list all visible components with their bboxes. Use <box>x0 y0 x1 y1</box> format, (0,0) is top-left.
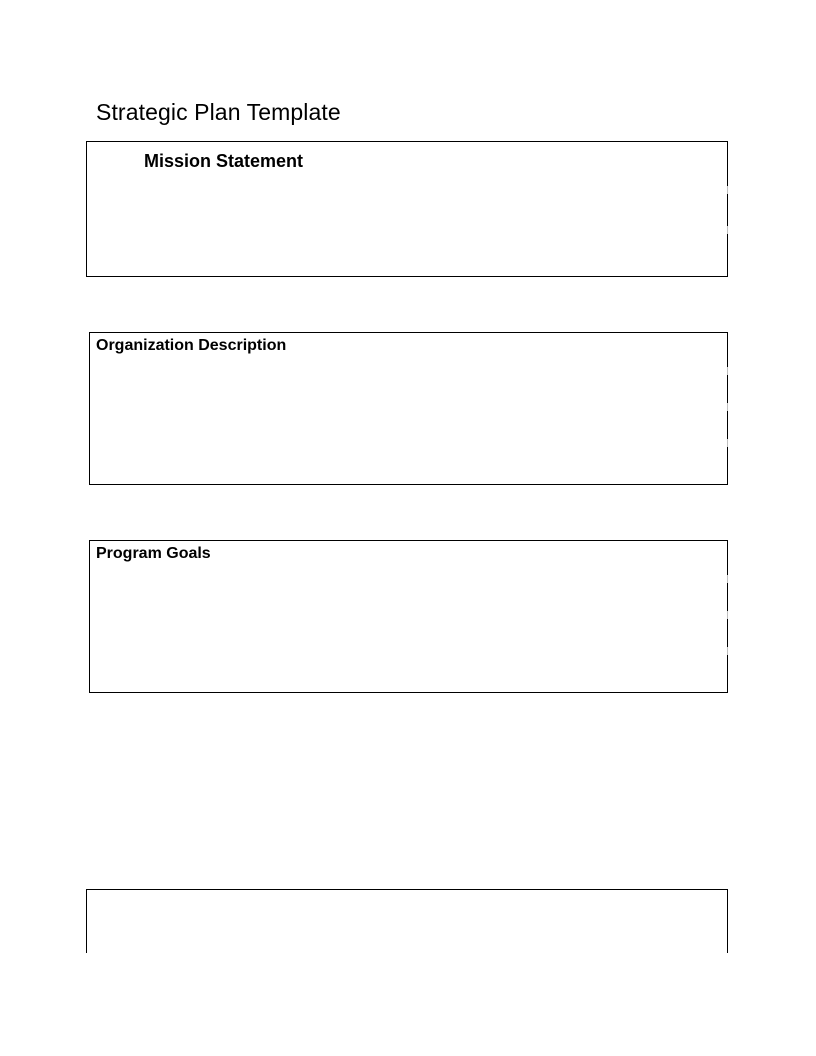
untitled-section-box[interactable] <box>86 889 728 953</box>
row-divider-mark <box>727 186 728 194</box>
mission-statement-box[interactable] <box>86 141 728 277</box>
program-goals-label: Program Goals <box>96 545 211 562</box>
row-divider-mark <box>727 403 728 411</box>
organization-description-box[interactable] <box>89 332 728 485</box>
row-divider-mark <box>727 575 728 583</box>
row-divider-mark <box>727 226 728 234</box>
row-divider-mark <box>727 367 728 375</box>
organization-description-label: Organization Description <box>96 337 287 354</box>
page-title: Strategic Plan Template <box>96 99 341 125</box>
row-divider-mark <box>727 647 728 655</box>
row-divider-mark <box>727 439 728 447</box>
program-goals-box[interactable] <box>89 540 728 693</box>
mission-statement-label: Mission Statement <box>144 151 304 171</box>
row-divider-mark <box>727 611 728 619</box>
